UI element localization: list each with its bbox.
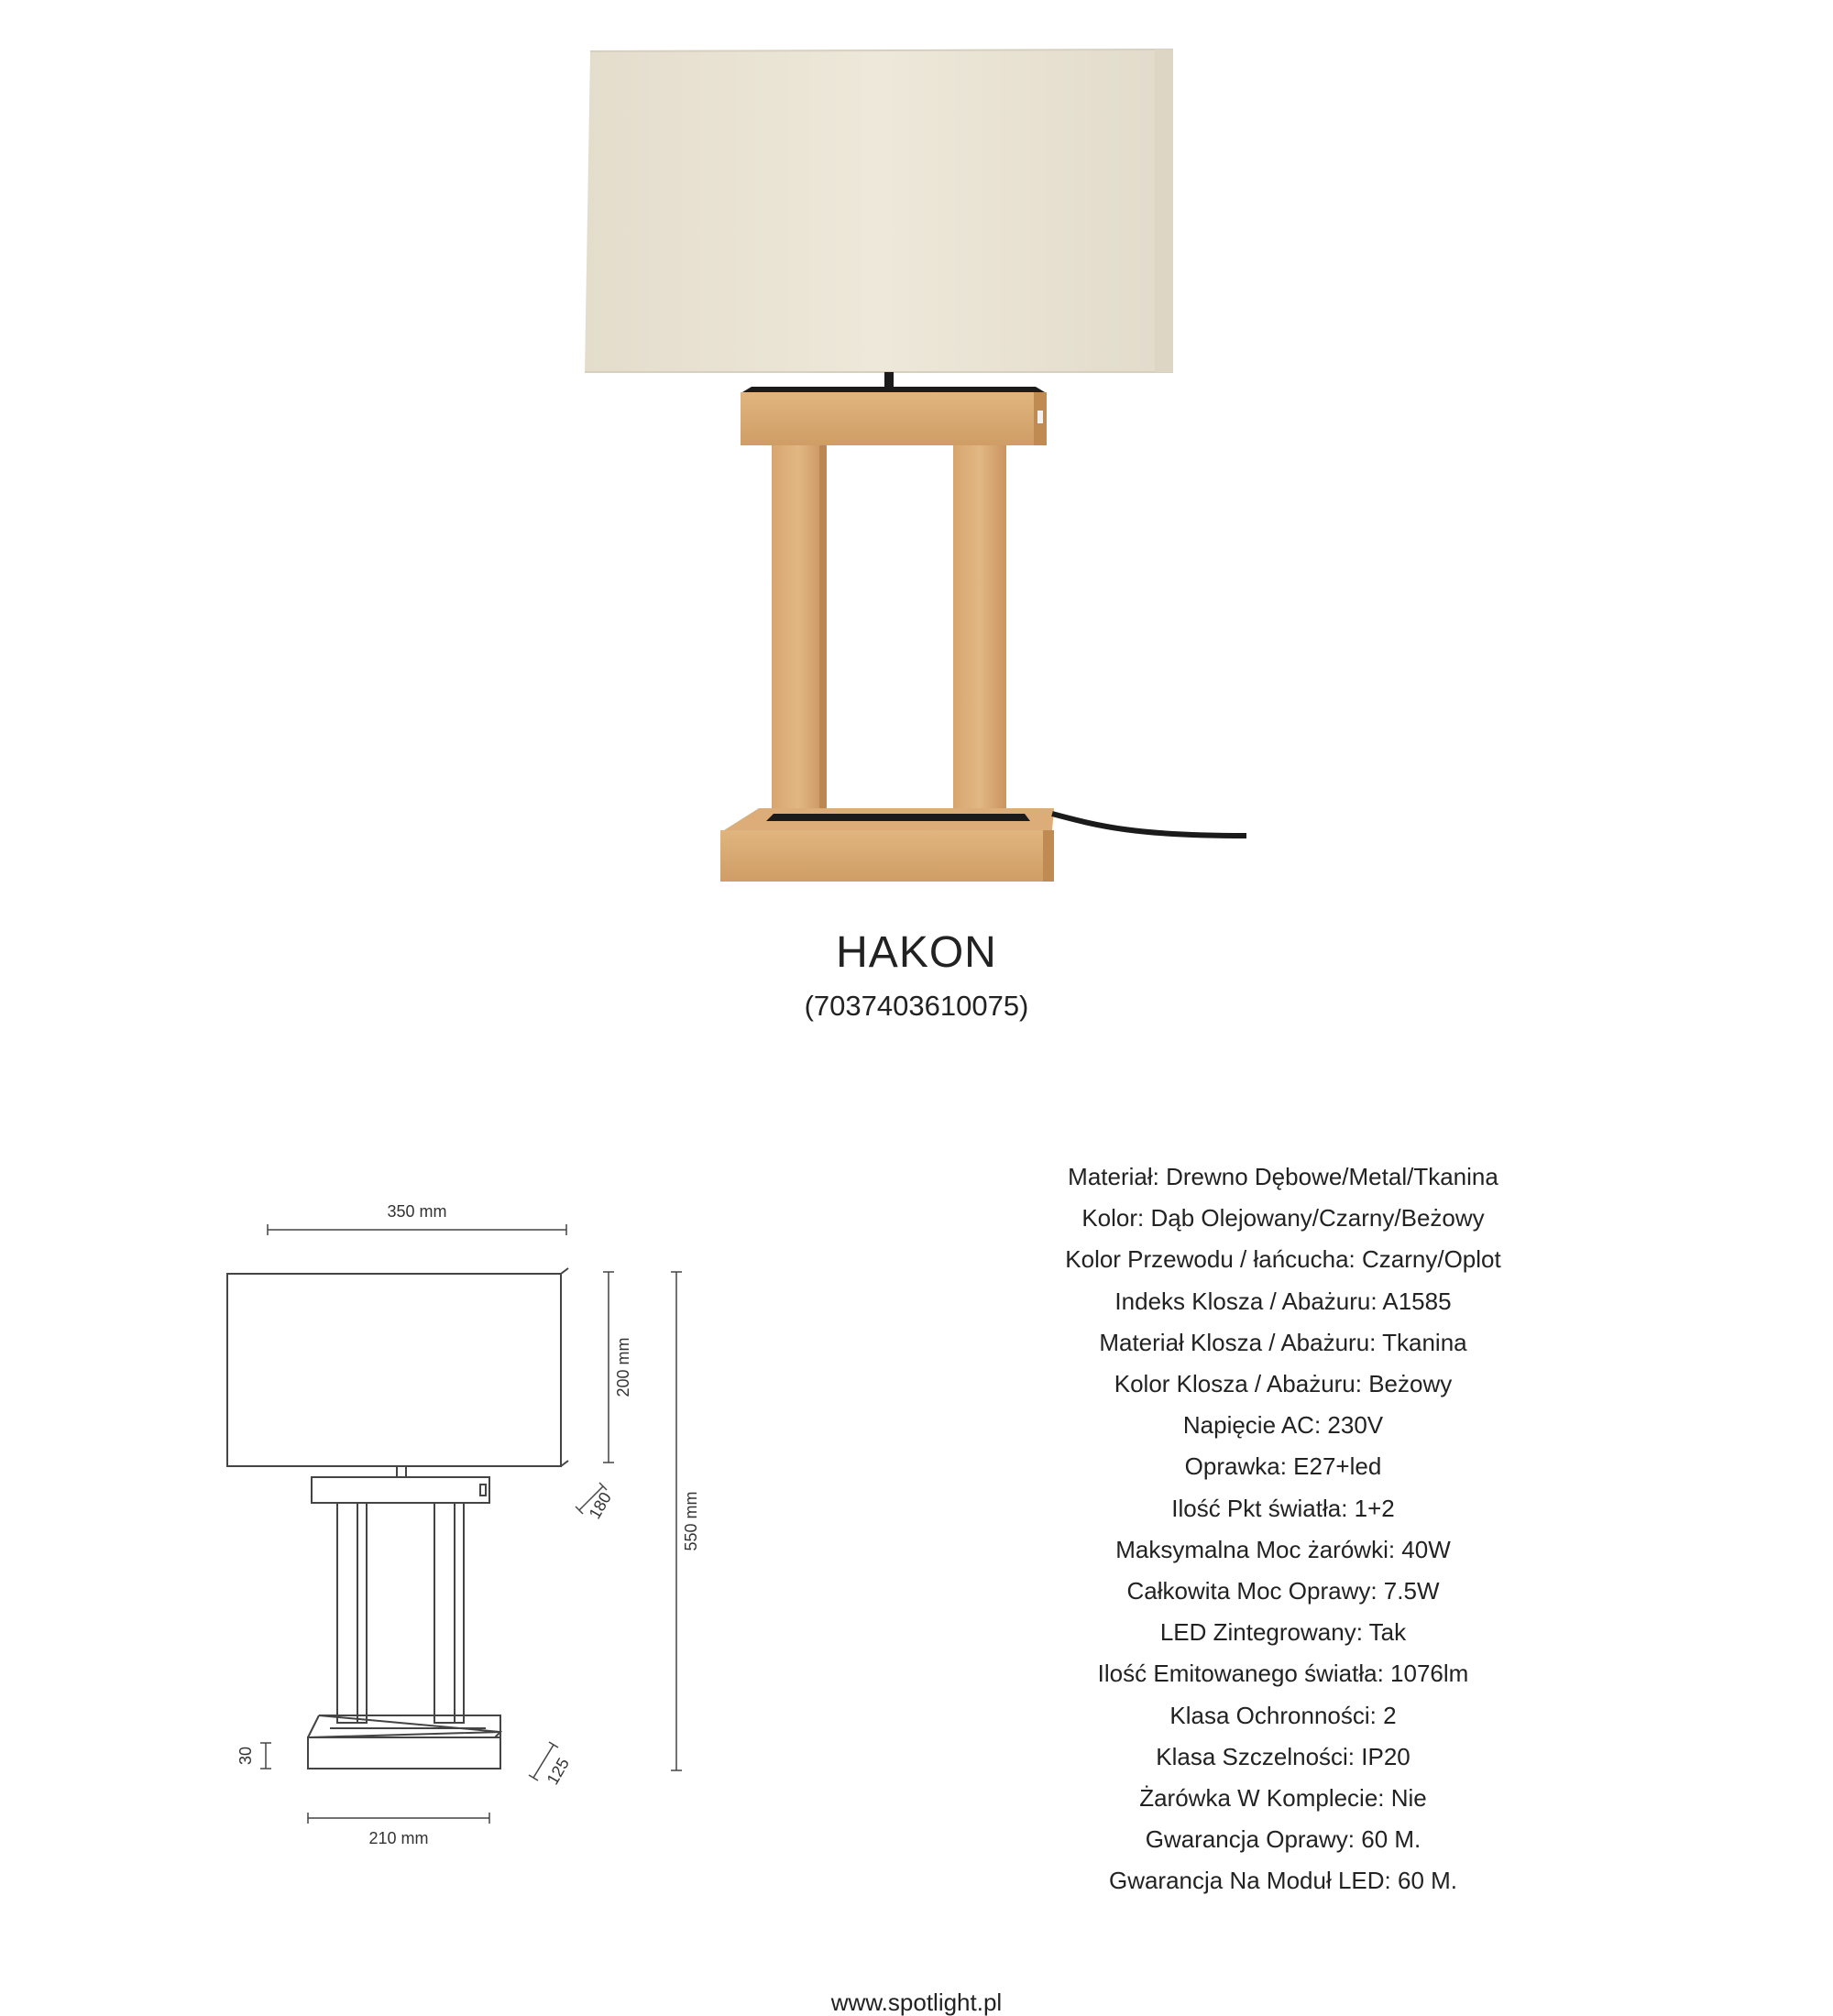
spec-item: Ilość Pkt światła: 1+2 — [1171, 1494, 1395, 1522]
drawing-top-bar — [312, 1477, 489, 1503]
spec-item: Materiał Klosza / Abażuru: Tkanina — [1099, 1328, 1467, 1356]
spec-item: Kolor: Dąb Olejowany/Czarny/Beżowy — [1081, 1204, 1485, 1233]
spec-item: LED Zintegrowany: Tak — [1159, 1618, 1407, 1647]
product-code: (7037403610075) — [804, 990, 1029, 1022]
website-link[interactable]: www.spotlight.pl — [830, 1989, 1003, 2016]
spec-item: Żarówka W Komplecie: Nie — [1139, 1784, 1427, 1813]
spec-item: Kolor Klosza / Abażuru: Beżowy — [1114, 1370, 1453, 1398]
drawing-left-post — [337, 1503, 367, 1723]
product-name: HAKON — [836, 928, 997, 977]
spec-item: Maksymalna Moc żarówki: 40W — [1115, 1535, 1451, 1563]
spec-item: Oprawka: E27+led — [1184, 1452, 1382, 1481]
spec-item: Całkowita Moc Oprawy: 7.5W — [1126, 1577, 1440, 1605]
spec-item: Materiał: Drewno Dębowe/Metal/Tkanina — [1068, 1163, 1498, 1190]
spec-item: Gwarancja Oprawy: 60 M. — [1145, 1825, 1421, 1854]
lamp-base — [720, 808, 1054, 882]
spec-list — [1008, 1156, 1558, 1902]
drawing-shade — [227, 1274, 561, 1466]
technical-drawing — [220, 1191, 733, 1851]
lamp-left-post-side — [819, 445, 827, 830]
spec-item: Klasa Szczelności: IP20 — [1156, 1742, 1410, 1770]
lamp-right-post — [953, 445, 1006, 830]
lamp-shade — [585, 49, 1173, 372]
spec-item: Kolor Przewodu / łańcucha: Czarny/Oplot — [1065, 1245, 1501, 1274]
lamp-cable — [1052, 814, 1246, 836]
lamp-top-bar — [741, 387, 1047, 445]
spec-item: Napięcie AC: 230V — [1182, 1411, 1384, 1440]
dim-depth-top: 180 — [585, 1488, 615, 1523]
product-photo — [568, 46, 1246, 889]
dim-width-top: 350 mm — [387, 1202, 447, 1221]
drawing-rod — [397, 1466, 406, 1477]
spec-item: Ilość Emitowanego światła: 1076lm — [1097, 1660, 1469, 1688]
spec-item: Klasa Ochronności: 2 — [1169, 1701, 1397, 1729]
dim-depth-base: 125 — [543, 1754, 573, 1789]
spec-item: Gwarancja Na Moduł LED: 60 M. — [1108, 1867, 1458, 1895]
spec-item: Indeks Klosza / Abażuru: A1585 — [1114, 1287, 1452, 1315]
dim-base-height: 30 — [236, 1746, 255, 1766]
lamp-left-post — [772, 445, 825, 830]
drawing-right-post — [434, 1503, 464, 1723]
dim-total-height: 550 mm — [682, 1491, 700, 1551]
dim-base-width: 210 mm — [368, 1829, 429, 1847]
dim-shade-height: 200 mm — [614, 1337, 632, 1397]
